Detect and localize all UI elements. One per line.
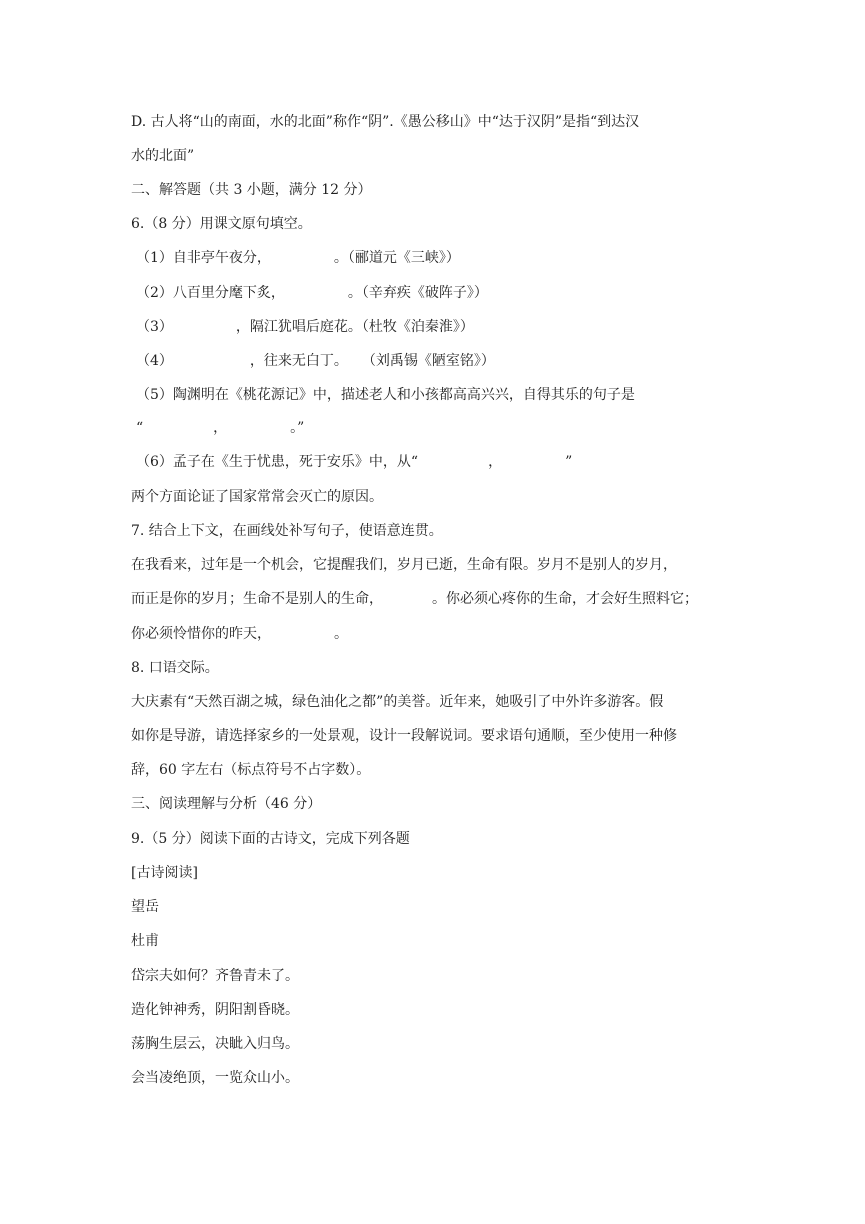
fill-blank-2: （2）八百里分麾下炙， 。（辛弃疾《破阵子》） bbox=[136, 285, 488, 301]
fill-blank-5-answer: “ ， 。” bbox=[136, 420, 305, 436]
fill-blank-1: （1）自非亭午夜分， 。（郦道元《三峡》） bbox=[136, 250, 460, 266]
poem-author: 杜甫 bbox=[131, 933, 159, 949]
poem-line: 荡胸生层云，决眦入归鸟。 bbox=[131, 1036, 299, 1052]
text-line: 在我看来，过年是一个机会，它提醒我们，岁月已逝，生命有限。岁月不是别人的岁月， bbox=[131, 557, 677, 573]
section-heading: 三、阅读理解与分析（46 分） bbox=[131, 796, 322, 812]
section-heading: 二、解答题（共 3 小题，满分 12 分） bbox=[131, 182, 372, 198]
question-7: 7. 结合上下文，在画线处补写句子，使语意连贯。 bbox=[131, 523, 443, 539]
question-6: 6.（8 分）用课文原句填空。 bbox=[131, 216, 312, 232]
fill-blank-6: （6）孟子在《生于忧患，死于安乐》中，从“ ， ” bbox=[136, 454, 573, 470]
text-line: 辞，60 字左右（标点符号不占字数）。 bbox=[131, 762, 371, 778]
fill-blank-4: （4） ，往来无白丁。 （刘禹锡《陋室铭》） bbox=[136, 353, 495, 369]
text-line: 如你是导游，请选择家乡的一处景观，设计一段解说词。要求语句通顺，至少使用一种修 bbox=[131, 728, 677, 744]
question-9: 9.（5 分）阅读下面的古诗文，完成下列各题 bbox=[131, 831, 410, 847]
text-line: D. 古人将“山的南面，水的北面”称作“阴”.《愚公移山》中“达于汉阴”是指“到达汉 bbox=[131, 114, 640, 130]
poem-line: 岱宗夫如何？齐鲁青未了。 bbox=[131, 968, 299, 984]
poem-line: 造化钟神秀，阴阳割昏晓。 bbox=[131, 1002, 299, 1018]
text-line: 而正是你的岁月；生命不是别人的生命， 。你必须心疼你的生命，才会好生照料它； bbox=[131, 591, 698, 607]
question-8: 8. 口语交际。 bbox=[131, 660, 219, 676]
text-line: 两个方面论证了国家常常会灭亡的原因。 bbox=[131, 489, 383, 505]
text-line: 你必须怜惜你的昨天， 。 bbox=[131, 626, 348, 642]
poem-line: 会当凌绝顶，一览众山小。 bbox=[131, 1070, 299, 1086]
poem-title: 望岳 bbox=[131, 899, 159, 915]
text-line: 大庆素有“天然百湖之城，绿色油化之都”的美誉。近年来，她吸引了中外许多游客。假 bbox=[131, 694, 664, 710]
fill-blank-5: （5）陶渊明在《桃花源记》中，描述老人和小孩都高高兴兴，自得其乐的句子是 bbox=[136, 387, 635, 403]
fill-blank-3: （3） ，隔江犹唱后庭花。（杜牧《泊秦淮》） bbox=[136, 319, 474, 335]
text-line: 水的北面” bbox=[131, 148, 195, 164]
text-line: [古诗阅读] bbox=[131, 865, 198, 881]
